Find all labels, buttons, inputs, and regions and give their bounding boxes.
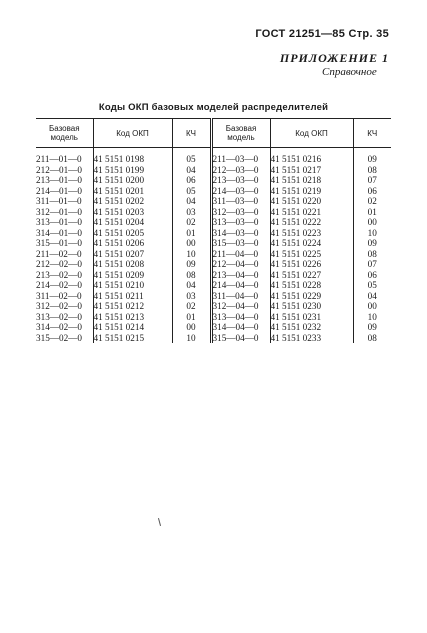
right-model-cell: 213—03—0 <box>211 175 270 186</box>
right-model-cell: 311—04—0 <box>211 291 270 302</box>
left-okp-cell: 41 5151 0209 <box>93 270 172 281</box>
right-model-cell: 313—03—0 <box>211 217 270 228</box>
left-kch-cell: 04 <box>172 165 211 176</box>
right-okp-cell: 41 5151 0228 <box>270 280 353 291</box>
right-okp-cell: 41 5151 0231 <box>270 312 353 323</box>
right-model-cell: 212—03—0 <box>211 165 270 176</box>
left-model-cell: 314—02—0 <box>36 322 82 332</box>
right-okp-cell: 41 5151 0222 <box>270 217 353 228</box>
table-row <box>36 207 391 218</box>
right-model-cell: 212—04—0 <box>211 259 270 270</box>
left-kch-cell: 03 <box>172 207 211 218</box>
right-kch-cell: 04 <box>353 291 391 302</box>
table-row <box>36 322 391 333</box>
left-okp-cell: 41 5151 0204 <box>93 217 172 228</box>
right-model-cell: 312—03—0 <box>211 207 270 218</box>
table-row <box>36 270 391 281</box>
right-okp-cell: 41 5151 0227 <box>270 270 353 281</box>
right-model-cell: 315—04—0 <box>211 333 270 344</box>
right-model-cell: 211—03—0 <box>211 154 270 165</box>
left-kch-cell: 04 <box>172 196 211 207</box>
left-kch-cell: 01 <box>172 312 211 323</box>
right-kch-cell: 07 <box>353 259 391 270</box>
left-kch-cell: 08 <box>172 270 211 281</box>
table-row <box>36 312 391 323</box>
left-kch-cell: 02 <box>172 301 211 312</box>
table-row <box>36 196 391 207</box>
right-kch-cell: 08 <box>353 333 391 344</box>
left-okp-cell: 41 5151 0198 <box>93 154 172 165</box>
left-model-cell: 214—01—0 <box>36 185 82 196</box>
left-okp-cell: 41 5151 0208 <box>93 259 172 270</box>
right-okp-cell: 41 5151 0216 <box>270 154 353 165</box>
left-model-cell: 313—01—0 <box>36 217 82 227</box>
left-kch-cell: 04 <box>172 280 211 291</box>
right-model-cell: 312—04—0 <box>211 301 270 312</box>
left-okp-cell: 41 5151 0200 <box>93 175 172 186</box>
left-kch-cell: 10 <box>172 249 211 260</box>
right-kch-cell: 07 <box>353 175 391 186</box>
right-kch-cell: 00 <box>353 301 391 312</box>
table-row <box>36 228 391 239</box>
left-kch-cell: 09 <box>172 259 211 270</box>
right-okp-cell: 41 5151 0229 <box>270 291 353 302</box>
left-model-cell: 211—02—0 <box>36 248 82 259</box>
right-okp-cell: 41 5151 0230 <box>270 301 353 312</box>
left-kch-cell: 00 <box>172 238 211 249</box>
right-kch-cell: 02 <box>353 196 391 207</box>
table-row <box>36 249 391 260</box>
right-okp-cell: 41 5151 0224 <box>270 238 353 249</box>
left-kch-cell: 10 <box>172 333 211 344</box>
left-model-cell: 212—01—0 <box>36 164 82 175</box>
right-kch-cell: 06 <box>353 270 391 281</box>
appendix-title: ПРИЛОЖЕНИЕ 1 <box>279 51 389 65</box>
left-okp-cell: 41 5151 0203 <box>93 207 172 218</box>
table-row <box>36 175 391 186</box>
table-body <box>36 148 391 344</box>
right-okp-cell: 41 5151 0225 <box>270 249 353 260</box>
column-header-okp: Код ОКП <box>270 119 353 148</box>
right-kch-cell: 08 <box>353 249 391 260</box>
table-row <box>36 165 391 176</box>
left-model-cell: 211—01—0 <box>36 154 82 164</box>
left-kch-cell: 03 <box>172 291 211 302</box>
left-okp-cell: 41 5151 0212 <box>93 301 172 312</box>
right-model-cell: 314—03—0 <box>211 228 270 239</box>
right-kch-cell: 06 <box>353 186 391 197</box>
left-model-cell: 315—02—0 <box>36 332 82 343</box>
left-kch-cell: 01 <box>172 228 211 239</box>
left-model-cell: 314—01—0 <box>36 227 82 238</box>
left-model-cell: 312—01—0 <box>36 206 82 217</box>
left-okp-cell: 41 5151 0210 <box>93 280 172 291</box>
appendix-subtitle: Справочное <box>322 66 377 78</box>
left-okp-cell: 41 5151 0207 <box>93 249 172 260</box>
table-row <box>36 301 391 312</box>
right-kch-cell: 00 <box>353 217 391 228</box>
right-kch-cell: 10 <box>353 312 391 323</box>
left-model-cell: 212—02—0 <box>36 259 82 269</box>
left-okp-cell: 41 5151 0205 <box>93 228 172 239</box>
right-kch-cell: 01 <box>353 207 391 218</box>
right-model-cell: 314—04—0 <box>211 322 270 333</box>
left-model-cell: 214—02—0 <box>36 280 82 290</box>
right-okp-cell: 41 5151 0232 <box>270 322 353 333</box>
right-model-cell: 213—04—0 <box>211 270 270 281</box>
right-model-cell: 214—04—0 <box>211 280 270 291</box>
left-okp-cell: 41 5151 0201 <box>93 186 172 197</box>
scan-mark <box>158 518 161 526</box>
table-row <box>36 291 391 302</box>
left-okp-cell: 41 5151 0206 <box>93 238 172 249</box>
table-title: Коды ОКП базовых моделей распределителей <box>98 102 329 113</box>
left-okp-cell: 41 5151 0213 <box>93 312 172 323</box>
left-kch-cell: 00 <box>172 322 211 333</box>
column-header-kch: КЧ <box>353 119 391 148</box>
right-kch-cell: 05 <box>353 280 391 291</box>
column-header-kch: КЧ <box>172 119 211 148</box>
table-row <box>36 186 391 197</box>
left-model-cell: 312—02—0 <box>36 301 82 311</box>
table-row <box>36 280 391 291</box>
right-model-cell: 214—03—0 <box>211 186 270 197</box>
right-okp-cell: 41 5151 0233 <box>270 333 353 344</box>
right-model-cell: 211—04—0 <box>211 249 270 260</box>
right-okp-cell: 41 5151 0226 <box>270 259 353 270</box>
right-model-cell: 313—04—0 <box>211 312 270 323</box>
left-okp-cell: 41 5151 0214 <box>93 322 172 333</box>
right-okp-cell: 41 5151 0220 <box>270 196 353 207</box>
right-okp-cell: 41 5151 0223 <box>270 228 353 239</box>
left-okp-cell: 41 5151 0211 <box>93 291 172 302</box>
left-model-cell: 213—02—0 <box>36 269 82 280</box>
left-kch-cell: 02 <box>172 217 211 228</box>
left-kch-cell: 06 <box>172 175 211 186</box>
left-model-cell: 313—02—0 <box>36 311 82 322</box>
column-header-model: Базовая модель <box>211 119 270 148</box>
right-kch-cell: 09 <box>353 238 391 249</box>
table-header <box>36 119 391 148</box>
right-okp-cell: 41 5151 0219 <box>270 186 353 197</box>
document-header: ГОСТ 21251—85 Стр. 35 <box>255 28 389 40</box>
okp-codes-table <box>36 118 391 343</box>
left-kch-cell: 05 <box>172 186 211 197</box>
left-okp-cell: 41 5151 0202 <box>93 196 172 207</box>
table-row <box>36 238 391 249</box>
table-row <box>36 333 391 344</box>
right-kch-cell: 10 <box>353 228 391 239</box>
left-kch-cell: 05 <box>172 154 211 165</box>
left-model-cell: 311—02—0 <box>36 290 82 301</box>
right-okp-cell: 41 5151 0217 <box>270 165 353 176</box>
right-model-cell: 311—03—0 <box>211 196 270 207</box>
right-model-cell: 315—03—0 <box>211 238 270 249</box>
column-header-okp: Код ОКП <box>93 119 172 148</box>
right-okp-cell: 41 5151 0218 <box>270 175 353 186</box>
left-okp-cell: 41 5151 0199 <box>93 165 172 176</box>
right-kch-cell: 08 <box>353 165 391 176</box>
left-model-cell: 213—01—0 <box>36 175 82 185</box>
left-model-cell: 315—01—0 <box>36 238 82 248</box>
left-okp-cell: 41 5151 0215 <box>93 333 172 344</box>
table-row <box>36 259 391 270</box>
table-row <box>36 217 391 228</box>
table-row <box>36 154 391 165</box>
left-model-cell: 311—01—0 <box>36 196 82 206</box>
right-kch-cell: 09 <box>353 154 391 165</box>
right-okp-cell: 41 5151 0221 <box>270 207 353 218</box>
column-header-model: Базовая модель <box>36 119 93 148</box>
right-kch-cell: 09 <box>353 322 391 333</box>
